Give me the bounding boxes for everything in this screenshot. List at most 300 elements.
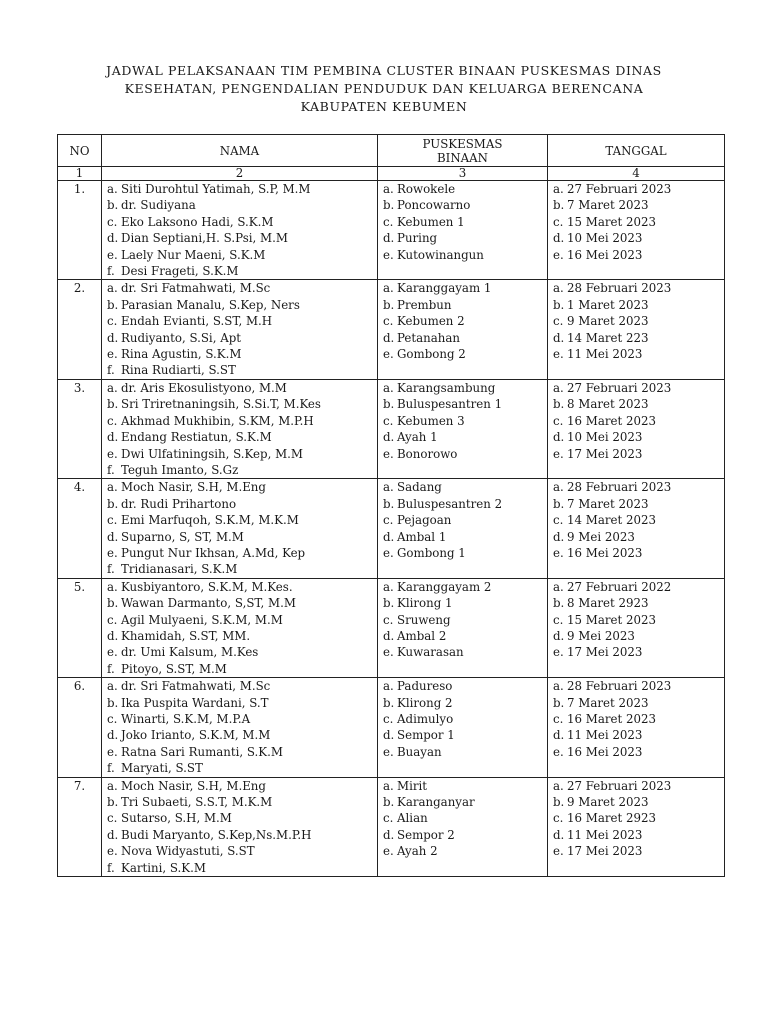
nama-item xyxy=(107,810,373,826)
item-letter: d. xyxy=(107,529,119,544)
puskesmas-item xyxy=(383,214,543,230)
table-row xyxy=(58,578,725,677)
puskesmas-cell-list xyxy=(378,678,547,760)
tanggal-item xyxy=(553,727,720,743)
item-text: Petanahan xyxy=(397,330,461,345)
item-text: Adimulyo xyxy=(397,712,454,726)
item-text: 16 Mei 2023 xyxy=(567,744,643,759)
nama-item xyxy=(107,529,373,545)
tanggal-item xyxy=(553,446,720,462)
tanggal-item xyxy=(553,380,720,396)
item-letter: a. xyxy=(383,182,394,196)
nama-item xyxy=(107,695,373,711)
tanggal-item xyxy=(553,827,720,843)
puskesmas-cell-list xyxy=(378,181,547,263)
nama-item xyxy=(107,214,373,230)
item-text: Moch Nasir, S.H, M.Eng xyxy=(121,480,266,495)
tanggal-item xyxy=(553,330,720,346)
item-letter: e. xyxy=(553,844,564,859)
tanggal-cell xyxy=(548,379,725,478)
header-nama: NAMA xyxy=(102,135,378,167)
item-letter: c. xyxy=(107,314,118,329)
item-text: dr. Umi Kalsum, M.Kes xyxy=(121,645,259,660)
item-text: Akhmad Mukhibin, S.KM, M.P.H xyxy=(121,413,314,428)
item-letter: c. xyxy=(383,413,394,428)
item-text: 17 Mei 2023 xyxy=(567,844,643,859)
item-text: 16 Maret 2923 xyxy=(567,811,657,826)
puskesmas-item xyxy=(383,297,543,313)
nama-item xyxy=(107,446,373,462)
nama-cell-list xyxy=(102,181,377,279)
item-text: 15 Maret 2023 xyxy=(567,214,657,229)
document-title xyxy=(0,62,768,116)
item-letter: c. xyxy=(383,314,394,329)
item-text: 8 Maret 2923 xyxy=(567,596,649,611)
nama-item xyxy=(107,644,373,660)
item-text: Desi Frageti, S.K.M xyxy=(121,264,239,279)
nama-item xyxy=(107,612,373,628)
item-text: Alian xyxy=(397,811,428,826)
item-letter: b. xyxy=(553,596,565,611)
item-letter: d. xyxy=(107,231,119,246)
tanggal-item xyxy=(553,595,720,611)
item-text: 9 Maret 2023 xyxy=(567,795,649,810)
item-text: dr. Rudi Prihartono xyxy=(121,496,237,511)
item-letter: f. xyxy=(107,761,115,776)
item-letter: f. xyxy=(107,661,115,676)
item-letter: c. xyxy=(107,612,118,627)
item-letter: e. xyxy=(553,744,564,759)
item-letter: b. xyxy=(107,198,119,213)
tanggal-item xyxy=(553,810,720,826)
item-letter: d. xyxy=(553,231,565,246)
tanggal-item xyxy=(553,230,720,246)
item-text: 11 Mei 2023 xyxy=(567,827,643,842)
column-number: 4 xyxy=(548,167,725,181)
item-letter: c. xyxy=(553,612,564,627)
title-line-2: KESEHATAN, PENGENDALIAN PENDUDUK DAN KELUARGA BERENCANA xyxy=(124,81,644,96)
item-text: 9 Mei 2023 xyxy=(567,628,635,643)
item-letter: e. xyxy=(107,744,118,759)
item-text: Puring xyxy=(397,231,438,246)
item-letter: d. xyxy=(107,628,119,643)
item-letter: a. xyxy=(553,380,564,395)
item-text: Kebumen 1 xyxy=(397,214,465,229)
column-number: 2 xyxy=(102,167,378,181)
item-text: Rina Agustin, S.K.M xyxy=(121,347,242,362)
title-line-1: JADWAL PELAKSANAAN TIM PEMBINA CLUSTER BINAAN PUSKESMAS DINAS xyxy=(106,63,662,78)
tanggal-item xyxy=(553,695,720,711)
tanggal-item xyxy=(553,396,720,412)
item-letter: a. xyxy=(553,778,564,793)
item-letter: c. xyxy=(553,314,564,329)
item-letter: e. xyxy=(107,545,118,560)
puskesmas-item xyxy=(383,678,543,694)
item-letter: c. xyxy=(553,214,564,229)
item-letter: b. xyxy=(383,397,395,412)
item-text: 14 Maret 2023 xyxy=(567,513,657,528)
item-text: Ika Puspita Wardani, S.T xyxy=(121,695,269,710)
nama-cell xyxy=(102,181,378,280)
item-text: Klirong 1 xyxy=(397,596,453,611)
nama-item xyxy=(107,843,373,859)
item-text: Dwi Ulfatiningsih, S.Kep, M.M xyxy=(121,446,303,461)
nama-item xyxy=(107,678,373,694)
puskesmas-item xyxy=(383,794,543,810)
nama-item xyxy=(107,197,373,213)
item-letter: a. xyxy=(383,778,394,793)
item-letter: e. xyxy=(107,446,118,461)
item-letter: c. xyxy=(383,811,394,826)
item-text: Endang Restiatun, S.K.M xyxy=(121,430,272,445)
nama-item xyxy=(107,512,373,528)
table-row xyxy=(58,379,725,478)
item-letter: d. xyxy=(107,330,119,345)
puskesmas-cell-list xyxy=(378,380,547,462)
nama-item xyxy=(107,247,373,263)
item-letter: d. xyxy=(553,529,565,544)
item-letter: b. xyxy=(553,198,565,213)
row-number: 1. xyxy=(58,181,102,280)
item-letter: a. xyxy=(553,182,564,196)
puskesmas-cell-list xyxy=(378,280,547,362)
item-text: Buluspesantren 1 xyxy=(397,397,503,412)
item-text: 16 Mei 2023 xyxy=(567,545,643,560)
item-text: Ambal 2 xyxy=(397,628,447,643)
item-text: 9 Mei 2023 xyxy=(567,529,635,544)
puskesmas-item xyxy=(383,181,543,197)
item-letter: d. xyxy=(107,728,119,743)
item-text: Laely Nur Maeni, S.K.M xyxy=(121,247,266,262)
item-letter: c. xyxy=(383,513,394,528)
tanggal-item xyxy=(553,843,720,859)
item-text: Karanggayam 2 xyxy=(397,579,492,594)
nama-cell-list xyxy=(102,479,377,577)
item-text: Buayan xyxy=(397,744,442,759)
item-text: Agil Mulyaeni, S.K.M, M.M xyxy=(121,612,283,627)
nama-item xyxy=(107,479,373,495)
title-line-3: KABUPATEN KEBUMEN xyxy=(300,99,468,114)
nama-item xyxy=(107,263,373,279)
tanggal-item xyxy=(553,644,720,660)
item-letter: b. xyxy=(553,397,565,412)
tanggal-item xyxy=(553,181,720,197)
tanggal-item xyxy=(553,778,720,794)
item-letter: b. xyxy=(553,297,565,312)
item-text: Rudiyanto, S.Si, Apt xyxy=(121,330,242,345)
column-number: 1 xyxy=(58,167,102,181)
row-number: 4. xyxy=(58,479,102,578)
item-text: Sri Triretnaningsih, S.Si.T, M.Kes xyxy=(121,397,321,412)
item-letter: f. xyxy=(107,860,115,875)
item-letter: d. xyxy=(383,628,395,643)
item-text: Dian Septiani,H. S.Psi, M.M xyxy=(121,231,288,246)
item-letter: d. xyxy=(107,827,119,842)
item-letter: b. xyxy=(383,496,395,511)
item-text: Kebumen 3 xyxy=(397,413,465,428)
item-letter: b. xyxy=(383,596,395,611)
item-letter: b. xyxy=(107,397,119,412)
item-letter: b. xyxy=(107,695,119,710)
puskesmas-item xyxy=(383,529,543,545)
item-letter: b. xyxy=(553,695,565,710)
item-letter: b. xyxy=(107,297,119,312)
item-text: 28 Februari 2023 xyxy=(567,281,672,296)
puskesmas-item xyxy=(383,644,543,660)
item-text: Sruweng xyxy=(397,612,451,627)
item-text: 14 Maret 223 xyxy=(567,330,649,345)
puskesmas-cell xyxy=(378,678,548,777)
puskesmas-item xyxy=(383,612,543,628)
nama-item xyxy=(107,561,373,577)
tanggal-item xyxy=(553,280,720,296)
item-text: Moch Nasir, S.H, M.Eng xyxy=(121,778,266,793)
item-letter: c. xyxy=(383,712,394,726)
item-text: Khamidah, S.ST, MM. xyxy=(121,628,251,643)
tanggal-cell-list xyxy=(548,778,724,860)
tanggal-item xyxy=(553,247,720,263)
item-letter: c. xyxy=(553,413,564,428)
nama-cell xyxy=(102,479,378,578)
puskesmas-item xyxy=(383,545,543,561)
item-text: Buluspesantren 2 xyxy=(397,496,503,511)
item-text: 15 Maret 2023 xyxy=(567,612,657,627)
tanggal-item xyxy=(553,545,720,561)
item-letter: a. xyxy=(553,480,564,495)
item-text: Karangsambung xyxy=(397,380,496,395)
item-text: Karanggayam 1 xyxy=(397,281,492,296)
item-text: 11 Mei 2023 xyxy=(567,728,643,743)
table-row xyxy=(58,280,725,379)
item-text: dr. Aris Ekosulistyono, M.M xyxy=(121,380,287,395)
tanggal-item xyxy=(553,214,720,230)
item-text: Pungut Nur Ikhsan, A.Md, Kep xyxy=(121,545,306,560)
tanggal-cell xyxy=(548,479,725,578)
schedule-table xyxy=(57,134,725,877)
item-letter: d. xyxy=(107,430,119,445)
puskesmas-item xyxy=(383,628,543,644)
item-letter: e. xyxy=(383,247,394,262)
item-letter: c. xyxy=(383,612,394,627)
tanggal-cell-list xyxy=(548,380,724,462)
row-number: 6. xyxy=(58,678,102,777)
item-letter: e. xyxy=(107,347,118,362)
nama-cell-list xyxy=(102,678,377,776)
puskesmas-item xyxy=(383,512,543,528)
item-text: 7 Maret 2023 xyxy=(567,198,649,213)
item-letter: b. xyxy=(107,795,119,810)
item-text: 27 Februari 2023 xyxy=(567,380,672,395)
item-letter: e. xyxy=(553,446,564,461)
item-text: 27 Februari 2023 xyxy=(567,182,672,196)
item-text: Pitoyo, S.ST, M.M xyxy=(121,661,227,676)
item-letter: f. xyxy=(107,264,115,279)
header-puskesmas xyxy=(378,135,548,167)
row-number: 2. xyxy=(58,280,102,379)
nama-item xyxy=(107,727,373,743)
tanggal-cell-list xyxy=(548,280,724,362)
item-text: Poncowarno xyxy=(397,198,471,213)
item-text: Budi Maryanto, S.Kep,Ns.M.P.H xyxy=(121,827,312,842)
item-letter: e. xyxy=(107,844,118,859)
nama-item xyxy=(107,380,373,396)
puskesmas-item xyxy=(383,843,543,859)
item-letter: e. xyxy=(383,446,394,461)
tanggal-item xyxy=(553,346,720,362)
puskesmas-item xyxy=(383,247,543,263)
item-letter: a. xyxy=(383,480,394,495)
table-row xyxy=(58,181,725,280)
tanggal-cell xyxy=(548,280,725,379)
item-letter: b. xyxy=(553,496,565,511)
puskesmas-item xyxy=(383,595,543,611)
column-number: 3 xyxy=(378,167,548,181)
nama-item xyxy=(107,545,373,561)
puskesmas-item xyxy=(383,744,543,760)
item-text: Ambal 1 xyxy=(397,529,447,544)
tanggal-item xyxy=(553,711,720,727)
item-text: 28 Februari 2023 xyxy=(567,480,672,495)
nama-item xyxy=(107,346,373,362)
puskesmas-item xyxy=(383,413,543,429)
item-letter: c. xyxy=(383,214,394,229)
item-text: 17 Mei 2023 xyxy=(567,446,643,461)
tanggal-item xyxy=(553,413,720,429)
tanggal-item xyxy=(553,313,720,329)
item-text: Gombong 2 xyxy=(397,347,466,362)
item-text: Ayah 2 xyxy=(397,844,438,859)
item-text: dr. Sudiyana xyxy=(121,198,196,213)
item-letter: c. xyxy=(553,811,564,826)
puskesmas-cell xyxy=(378,181,548,280)
item-letter: f. xyxy=(107,363,115,378)
puskesmas-item xyxy=(383,396,543,412)
puskesmas-item xyxy=(383,446,543,462)
tanggal-item xyxy=(553,297,720,313)
tanggal-item xyxy=(553,678,720,694)
puskesmas-cell xyxy=(378,578,548,677)
tanggal-item xyxy=(553,628,720,644)
header-puskesmas-line2: BINAAN xyxy=(436,150,488,165)
nama-item xyxy=(107,330,373,346)
item-text: Parasian Manalu, S.Kep, Ners xyxy=(121,297,300,312)
nama-item xyxy=(107,462,373,478)
header-puskesmas-line1: PUSKESMAS xyxy=(422,136,503,151)
tanggal-cell xyxy=(548,181,725,280)
nama-cell-list xyxy=(102,380,377,478)
item-text: Gombong 1 xyxy=(397,545,466,560)
nama-item xyxy=(107,313,373,329)
tanggal-item xyxy=(553,512,720,528)
nama-item xyxy=(107,579,373,595)
nama-cell xyxy=(102,578,378,677)
puskesmas-item xyxy=(383,695,543,711)
item-text: Karanganyar xyxy=(397,795,475,810)
item-letter: a. xyxy=(383,281,394,296)
item-text: Siti Durohtul Yatimah, S.P, M.M xyxy=(121,182,311,196)
item-text: Sempor 1 xyxy=(397,728,455,743)
puskesmas-cell xyxy=(378,280,548,379)
item-letter: a. xyxy=(107,380,118,395)
puskesmas-item xyxy=(383,711,543,727)
item-text: Eko Laksono Hadi, S.K.M xyxy=(121,214,274,229)
item-text: 27 Februari 2022 xyxy=(567,579,672,594)
puskesmas-item xyxy=(383,496,543,512)
item-letter: e. xyxy=(107,645,118,660)
item-letter: c. xyxy=(107,513,118,528)
row-number: 3. xyxy=(58,379,102,478)
item-text: 10 Mei 2023 xyxy=(567,231,643,246)
row-number: 5. xyxy=(58,578,102,677)
puskesmas-item xyxy=(383,230,543,246)
item-letter: d. xyxy=(553,628,565,643)
puskesmas-cell xyxy=(378,777,548,876)
item-text: Kuwarasan xyxy=(397,645,464,660)
nama-item xyxy=(107,429,373,445)
puskesmas-item xyxy=(383,827,543,843)
item-text: 7 Maret 2023 xyxy=(567,695,649,710)
nama-item xyxy=(107,280,373,296)
puskesmas-item xyxy=(383,280,543,296)
item-text: Emi Marfuqoh, S.K.M, M.K.M xyxy=(121,513,299,528)
item-letter: d. xyxy=(553,827,565,842)
item-text: Mirit xyxy=(397,778,428,793)
item-text: 28 Februari 2023 xyxy=(567,679,672,694)
item-text: dr. Sri Fatmahwati, M.Sc xyxy=(121,281,271,296)
item-letter: a. xyxy=(383,380,394,395)
item-text: dr. Sri Fatmahwati, M.Sc xyxy=(121,679,271,694)
nama-item xyxy=(107,827,373,843)
item-text: 16 Mei 2023 xyxy=(567,247,643,262)
item-letter: c. xyxy=(107,214,118,229)
header-no: NO xyxy=(58,135,102,167)
nama-item xyxy=(107,595,373,611)
item-letter: d. xyxy=(383,231,395,246)
nama-item xyxy=(107,661,373,677)
nama-item xyxy=(107,496,373,512)
puskesmas-item xyxy=(383,429,543,445)
item-text: 27 Februari 2023 xyxy=(567,778,672,793)
item-letter: e. xyxy=(107,247,118,262)
item-letter: a. xyxy=(553,281,564,296)
item-letter: a. xyxy=(553,579,564,594)
item-text: Sutarso, S.H, M.M xyxy=(121,811,232,826)
item-text: Padureso xyxy=(397,679,453,694)
nama-cell xyxy=(102,678,378,777)
item-letter: b. xyxy=(383,297,395,312)
item-letter: a. xyxy=(383,579,394,594)
item-text: Joko Irianto, S.K.M, M.M xyxy=(121,728,271,743)
item-letter: a. xyxy=(107,281,118,296)
puskesmas-cell-list xyxy=(378,579,547,661)
item-text: Klirong 2 xyxy=(397,695,453,710)
item-letter: d. xyxy=(383,330,395,345)
item-text: Maryati, S.ST xyxy=(121,761,203,776)
tanggal-cell xyxy=(548,678,725,777)
nama-cell-list xyxy=(102,579,377,677)
puskesmas-item xyxy=(383,330,543,346)
item-letter: e. xyxy=(553,545,564,560)
item-text: 1 Maret 2023 xyxy=(567,297,649,312)
item-letter: d. xyxy=(383,529,395,544)
item-letter: e. xyxy=(383,844,394,859)
item-text: Suparno, S, ST, M.M xyxy=(121,529,244,544)
nama-item xyxy=(107,760,373,776)
item-letter: e. xyxy=(383,645,394,660)
item-letter: d. xyxy=(383,827,395,842)
item-letter: e. xyxy=(383,347,394,362)
item-letter: b. xyxy=(383,695,395,710)
